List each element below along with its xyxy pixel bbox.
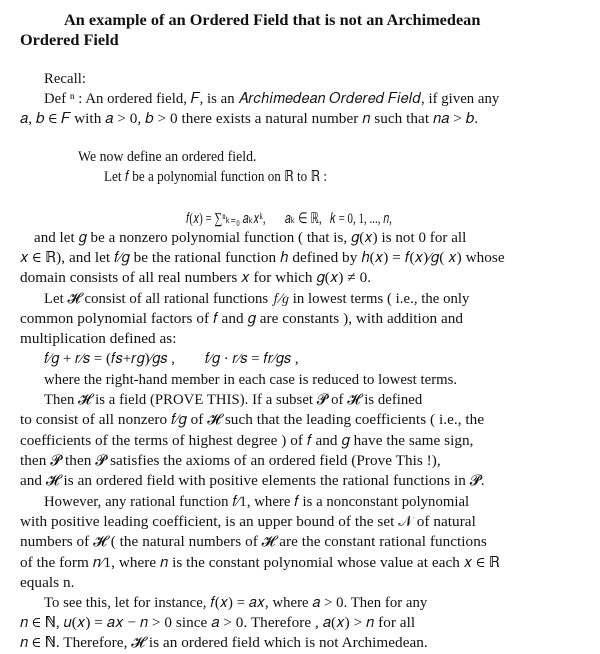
paragraph-line: of the form 𝑛⁄1, where 𝑛 is the constant polynomial whose value at each 𝑥 ∈ ℝ — [20, 554, 500, 571]
definition-line-2: 𝑎, 𝑏 ∈ 𝐹 with 𝑎 > 0, 𝑏 > 0 there exists a natural number 𝑛 such that 𝑛𝑎 > 𝑏. — [20, 110, 479, 127]
polynomial-formula: 𝑓(𝑥) = ∑ⁿₖ₌₀ 𝑎ₖ𝑥ᵏ, 𝑎ₖ ∈ ℝ, 𝑘 = 0, 1, ..., 𝑛, — [186, 210, 392, 227]
paragraph-line: However, any rational function 𝑓⁄1, where 𝑓 is a nonconstant polynomial — [44, 493, 470, 510]
paragraph-line: Let 𝑓 be a polynomial function on ℝ to ℝ : — [104, 168, 328, 185]
paragraph-line: with positive leading coefficient, is an upper bound of the set 𝒩 of natural — [20, 513, 476, 530]
paragraph-line: To see this, let for instance, 𝑓(𝑥) = 𝑎𝑥, where 𝑎 > 0. Then for any — [44, 594, 428, 611]
conclusion-line: 𝑛 ∈ ℕ. Therefore, 𝓗 is an ordered field which is not Archimedean. — [20, 634, 428, 651]
paragraph-line: common polynomial factors of 𝑓 and 𝑔 are constants ), with addition and — [20, 310, 464, 327]
paragraph-line: coefficients of the terms of highest degree ) of 𝑓 and 𝑔 have the same sign, — [20, 432, 474, 449]
title-line-1: An example of an Ordered Field that is not an Archimedean — [64, 10, 481, 29]
paragraph-line: and let 𝑔 be a nonzero polynomial function ( that is, 𝑔(𝑥) is not 0 for all — [34, 229, 467, 246]
paragraph-line: 𝑛 ∈ ℕ, 𝑢(𝑥) = 𝑎𝑥 − 𝑛 > 0 since 𝑎 > 0. Therefore , 𝑎(𝑥) > 𝑛 for all — [20, 614, 416, 631]
paragraph-line: 𝑥 ∈ ℝ), and let 𝑓⁄𝑔 be the rational function ℎ defined by ℎ(𝑥) = 𝑓(𝑥)⁄𝑔( 𝑥) whose — [20, 249, 505, 266]
definition-line-1: Def ⁿ : An ordered field, 𝐹, is an 𝐴𝑟𝑐ℎ𝑖𝑚𝑒𝑑𝑒𝑎𝑛 𝑂𝑟𝑑𝑒𝑟𝑒𝑑 𝐹𝑖𝑒𝑙𝑑, if given any — [44, 90, 500, 107]
paragraph-line: We now define an ordered field. — [78, 148, 257, 165]
paragraph-line: to consist of all nonzero 𝑓⁄𝑔 of 𝓗 such that the leading coefficients ( i.e., the — [20, 411, 485, 428]
paragraph-line: equals n. — [20, 574, 75, 591]
paragraph-line: and 𝓗 is an ordered field with positive elements the rational functions in 𝓟. — [20, 472, 485, 489]
paragraph-line: where the right-hand member in each case is reduced to lowest terms. — [44, 371, 458, 388]
operations-formula: 𝑓⁄𝑔 + 𝑟⁄𝑠 = (𝑓𝑠+𝑟𝑔)⁄𝑔𝑠 , 𝑓⁄𝑔 · 𝑟⁄𝑠 = 𝑓𝑟⁄𝑔𝑠 , — [44, 350, 299, 367]
title-line-2: Ordered Field — [20, 30, 119, 49]
paragraph-line: multiplication defined as: — [20, 330, 177, 347]
paragraph-line: then 𝓟 then 𝓟 satisfies the axioms of an ordered field (Prove This !), — [20, 452, 441, 469]
paragraph-line: numbers of 𝓗 ( the natural numbers of 𝓗 are the constant rational functions — [20, 533, 487, 550]
paragraph-line: domain consists of all real numbers 𝑥 for which 𝑔(𝑥) ≠ 0. — [20, 269, 372, 286]
recall-label: Recall: — [44, 70, 86, 87]
paragraph-line: Let 𝓗 consist of all rational functions 𝑓⁄𝑔 in lowest terms ( i.e., the only — [44, 290, 470, 307]
paragraph-line: Then 𝓗 is a field (PROVE THIS). If a subset 𝓟 of 𝓗 is defined — [44, 391, 423, 408]
